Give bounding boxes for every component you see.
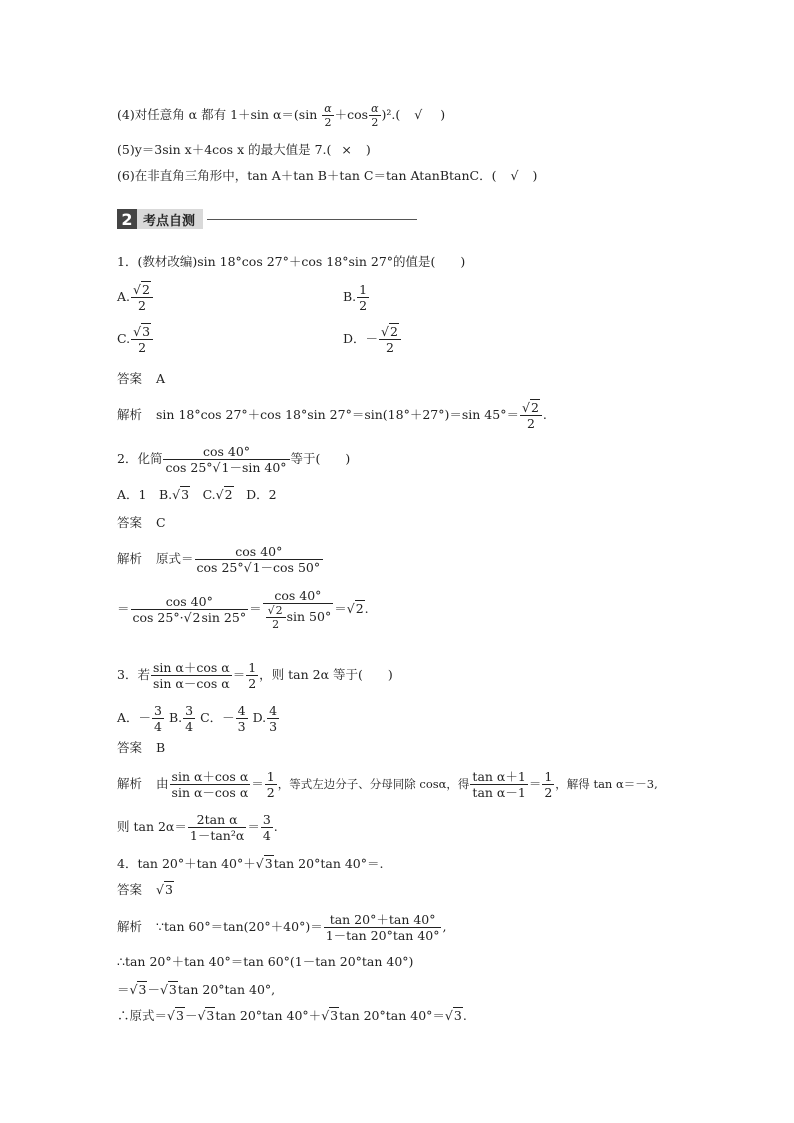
q2-options: A．1 B.√3 C.√2 D．2 <box>117 487 277 502</box>
q4-analysis-4: ∴原式＝√3－√3tan 20°tan 40°＋√3tan 20°tan 40°＝√3. <box>117 1008 467 1023</box>
section-header <box>117 208 417 230</box>
judgment-4: (4)对任意角 α 都有 1＋sin α＝(sin $\frac{\alpha}{2}$ ＋cos $\frac{\alpha}{2}$ )².( √ ) <box>117 102 446 129</box>
q3-options: A．－ $\frac{3}{4}$ B. $\frac{3}{4}$ C．－ $\frac{4}{3}$ D. $\frac{4}{3}$ <box>117 703 278 734</box>
judgment-5: (5)y＝3sin x＋4cos x 的最大值是 7.( × ) <box>117 142 371 157</box>
section-rule <box>207 219 417 220</box>
q1-option-c: C. $\frac{√3}{2}$ <box>117 324 154 355</box>
q2-stem: 2．化简 $\frac{\cos 40^\circ}{\cos 25^\circ√1-\sin 40^\circ}$ 等于( ) <box>117 444 351 475</box>
q2-analysis-2: ＝ $\frac{\cos 40^\circ}{\cos 25^\circ\cdot√2\sin 25^\circ}$ ＝ cos 40° $\frac{√2}{2}$ sin 50° ＝√2. <box>117 588 369 631</box>
fraction: $\frac{\cos 40^\circ}{\cos 25^\circ√1-\cos 50^\circ}$ <box>195 544 324 575</box>
q1-answer: 答案 A <box>117 371 166 386</box>
fraction: $\frac{4}{3}$ <box>237 703 246 734</box>
fraction: $\frac{\alpha}{2}$ <box>324 102 332 129</box>
fraction: $\frac{4}{3}$ <box>269 703 278 734</box>
fraction: $\frac{\text{tan α＋1}}{\text{tan α－1}}$ <box>472 769 526 800</box>
q1-analysis: 解析 sin 18°cos 27°＋cos 18°sin 27°＝sin(18°＋27°)＝sin 45°＝ $\frac{√2}{2}$ . <box>117 400 547 431</box>
fraction: $\frac{\cos 40^\circ}{\cos 25^\circ√1-\sin 40^\circ}$ <box>163 444 289 475</box>
section-number: 2 <box>117 209 137 229</box>
fraction: $\frac{1}{2}$ <box>359 282 368 313</box>
q1-option-a: A. $\frac{√2}{2}$ <box>117 282 154 313</box>
fraction: $\frac{3}{4}$ <box>185 703 194 734</box>
fraction: $\frac{\text{sin α＋cos α}}{\text{sin α－cos α}}$ <box>171 769 249 800</box>
fraction: $\frac{√2}{2}$ <box>131 282 153 313</box>
q3-stem: 3．若 $\frac{\text{sin α＋cos α}}{\text{sin α－cos α}}$ ＝ $\frac{1}{2}$ ，则 tan 2α 等于( ) <box>117 660 393 691</box>
fraction: $\frac{√3}{2}$ <box>131 324 153 355</box>
check-mark: √ <box>510 168 519 183</box>
check-mark: √ <box>414 107 423 122</box>
fraction: $\frac{\cos 40^\circ}{\cos 25^\circ\cdot√2\sin 25^\circ}$ <box>132 594 247 625</box>
fraction: $\frac{\text{sin α＋cos α}}{\text{sin α－cos α}}$ <box>152 660 230 691</box>
q1-option-d: D．－ $\frac{√2}{2}$ <box>343 324 402 355</box>
fraction: $\frac{3}{4}$ <box>154 703 162 734</box>
section-title: 考点自测 <box>137 209 203 229</box>
q4-analysis-3: ＝√3－√3tan 20°tan 40°, <box>117 982 276 997</box>
q3-analysis-1: 解析 由 $\frac{\text{sin α＋cos α}}{\text{sin α－cos α}}$ ＝ $\frac{1}{2}$ ，等式左边分子、分母同除 cosα，得 $\frac{\text{tan α＋1}}{\text{tan α－1}}$ ＝ $\frac{1}{2}$ ，解得 tan α＝－3, <box>117 769 658 800</box>
fraction: $\frac{\text{2tan α}}{\text{1－tan²α}}$ <box>189 812 245 843</box>
q2-answer: 答案 C <box>117 515 166 530</box>
fraction: $\frac{1}{2}$ <box>248 660 257 691</box>
judgment-6: (6)在非直角三角形中，tan A＋tan B＋tan C＝tan AtanBtanC．( √ ) <box>117 168 538 183</box>
fraction: $\frac{√2}{2}$ <box>379 324 401 355</box>
fraction: $\frac{3}{4}$ <box>262 812 271 843</box>
q2-analysis-1: 解析 原式＝ $\frac{\cos 40^\circ}{\cos 25^\circ√1-\cos 50^\circ}$ <box>117 544 324 575</box>
q3-analysis-2: 则 tan 2α＝ $\frac{\text{2tan α}}{\text{1－tan²α}}$ ＝ $\frac{3}{4}$ . <box>117 812 278 843</box>
q1-option-b: B. $\frac{1}{2}$ <box>343 282 368 313</box>
q3-answer: 答案 B <box>117 740 166 755</box>
q1-stem: 1．(教材改编)sin 18°cos 27°＋cos 18°sin 27°的值是( ) <box>117 254 466 269</box>
cross-mark: × <box>341 142 352 157</box>
fraction: $\frac{\alpha}{2}$ <box>371 102 379 129</box>
fraction: cos 40° $\frac{√2}{2}$ sin 50° <box>263 588 334 631</box>
fraction: $\frac{√2}{2}$ <box>520 400 542 431</box>
fraction: $\frac{1}{2}$ <box>544 769 553 800</box>
fraction: $\frac{\tan 20^\circ+\tan 40^\circ}{1-\tan 20^\circ\tan 40^\circ}$ <box>325 912 440 943</box>
fraction: $\frac{1}{2}$ <box>266 769 275 800</box>
q4-answer: 答案 √3 <box>117 882 173 897</box>
q4-analysis-2: ∴tan 20°＋tan 40°＝tan 60°(1－tan 20°tan 40°) <box>117 954 414 969</box>
q4-stem: 4．tan 20°＋tan 40°＋√3tan 20°tan 40°＝. <box>117 856 384 871</box>
q4-analysis-1: 解析 ∵tan 60°＝tan(20°＋40°)＝ $\frac{\tan 20^\circ+\tan 40^\circ}{1-\tan 20^\circ\tan 40^\circ}$ , <box>117 912 447 943</box>
